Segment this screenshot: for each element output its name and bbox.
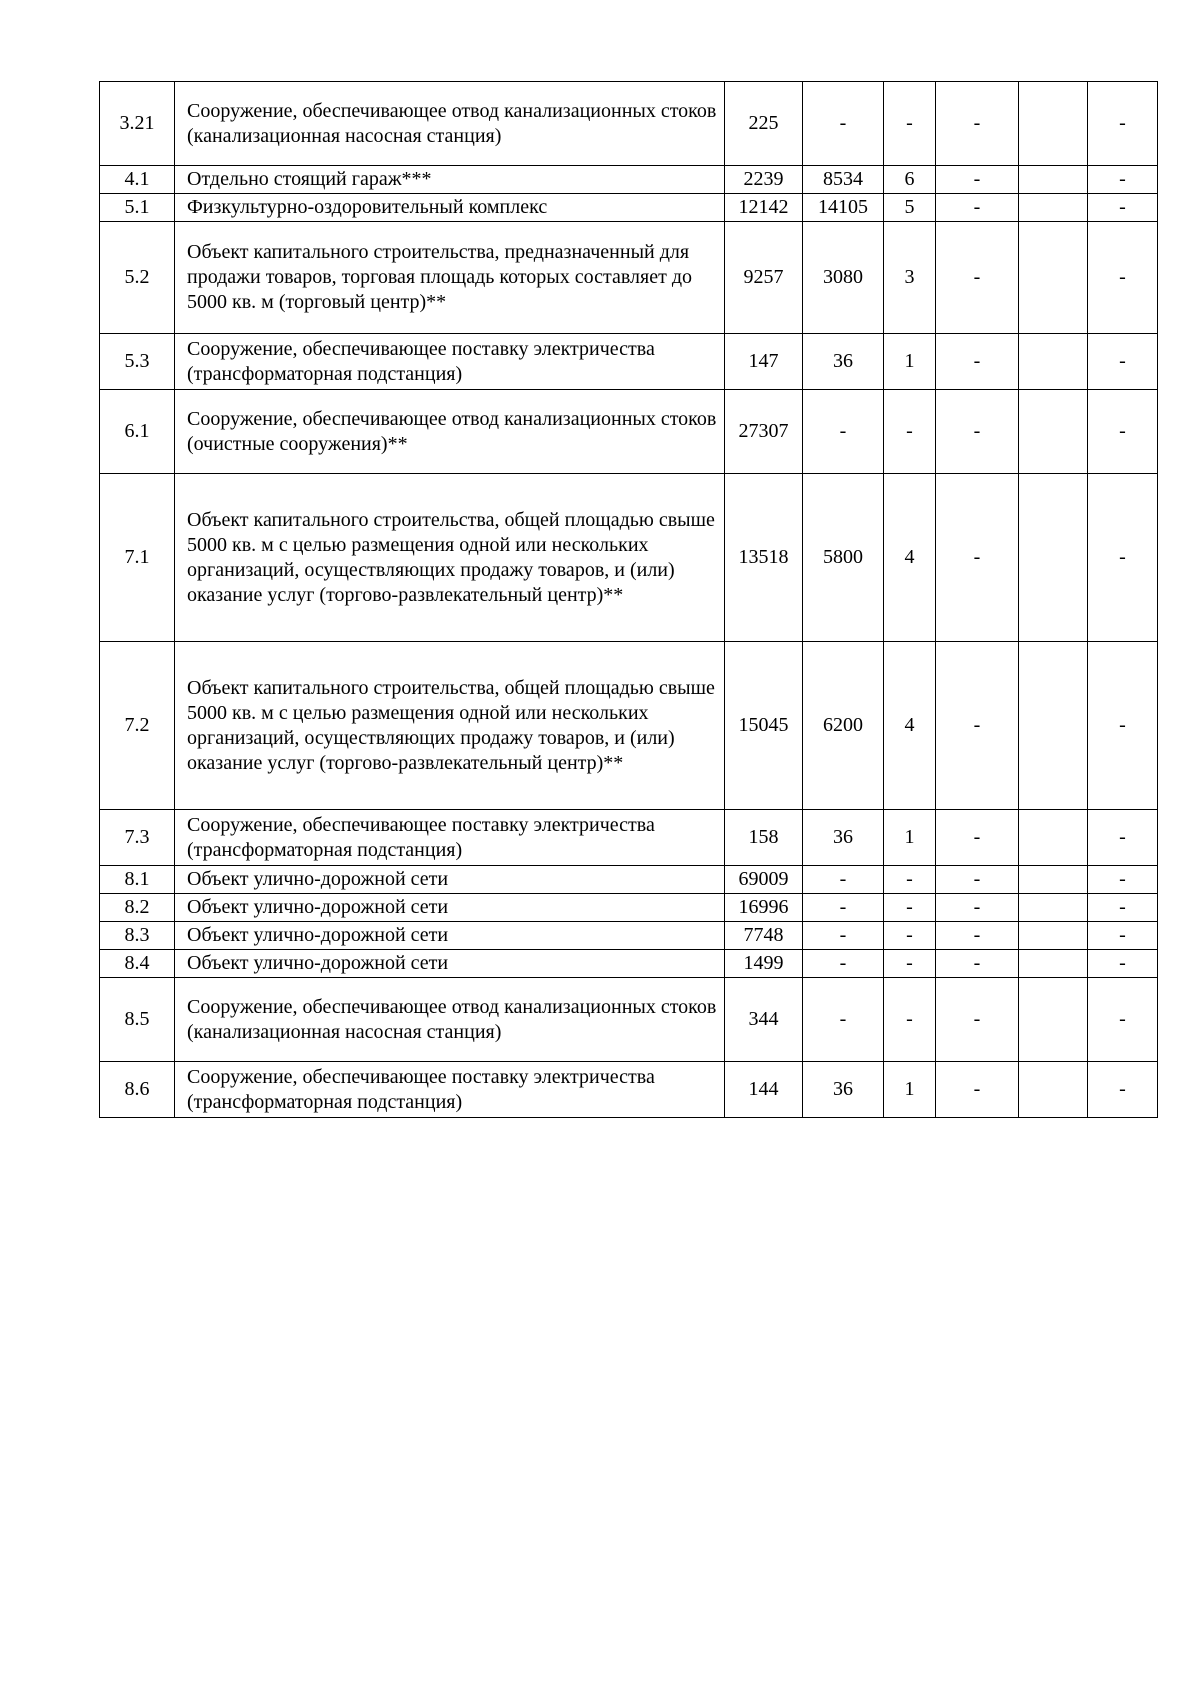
table-row (100, 950, 1158, 978)
value-cell-3: - (884, 922, 936, 950)
value-cell-4: - (936, 334, 1019, 390)
row-number: 5.2 (100, 222, 175, 334)
row-number: 8.3 (100, 922, 175, 950)
value-cell-6: - (1088, 642, 1158, 810)
value-cell-6: - (1088, 222, 1158, 334)
value-cell-1: 15045 (725, 642, 803, 810)
value-cell-2: 3080 (803, 222, 884, 334)
value-cell-4: - (936, 642, 1019, 810)
value-cell-6: - (1088, 82, 1158, 166)
value-cell-5 (1019, 222, 1088, 334)
table-row (100, 194, 1158, 222)
value-cell-2: 5800 (803, 474, 884, 642)
value-cell-6: - (1088, 194, 1158, 222)
value-cell-6: - (1088, 810, 1158, 866)
value-cell-3: - (884, 894, 936, 922)
table-row (100, 166, 1158, 194)
value-cell-5 (1019, 474, 1088, 642)
value-cell-2: 36 (803, 334, 884, 390)
table-row (100, 866, 1158, 894)
object-name: Сооружение, обеспечивающее отвод канализационных стоков (канализационная насосная станция) (175, 82, 725, 166)
value-cell-3: - (884, 978, 936, 1062)
value-cell-3: 1 (884, 1062, 936, 1118)
value-cell-5 (1019, 810, 1088, 866)
value-cell-2: - (803, 894, 884, 922)
value-cell-6: - (1088, 950, 1158, 978)
value-cell-3: - (884, 950, 936, 978)
row-number: 5.1 (100, 194, 175, 222)
value-cell-4: - (936, 894, 1019, 922)
object-name: Сооружение, обеспечивающее поставку электричества (трансформаторная подстанция) (175, 810, 725, 866)
table-row (100, 978, 1158, 1062)
value-cell-6: - (1088, 334, 1158, 390)
row-number: 7.2 (100, 642, 175, 810)
value-cell-1: 16996 (725, 894, 803, 922)
row-number: 6.1 (100, 390, 175, 474)
value-cell-3: - (884, 390, 936, 474)
value-cell-4: - (936, 82, 1019, 166)
value-cell-2: - (803, 922, 884, 950)
value-cell-3: 1 (884, 334, 936, 390)
value-cell-2: 14105 (803, 194, 884, 222)
value-cell-5 (1019, 82, 1088, 166)
value-cell-2: - (803, 978, 884, 1062)
table-row (100, 390, 1158, 474)
value-cell-1: 13518 (725, 474, 803, 642)
value-cell-6: - (1088, 894, 1158, 922)
value-cell-1: 9257 (725, 222, 803, 334)
value-cell-6: - (1088, 978, 1158, 1062)
table-row (100, 474, 1158, 642)
value-cell-5 (1019, 866, 1088, 894)
value-cell-3: - (884, 866, 936, 894)
value-cell-1: 1499 (725, 950, 803, 978)
row-number: 3.21 (100, 82, 175, 166)
value-cell-5 (1019, 1062, 1088, 1118)
object-name: Отдельно стоящий гараж*** (175, 166, 725, 194)
value-cell-3: 4 (884, 474, 936, 642)
value-cell-2: 8534 (803, 166, 884, 194)
table-row (100, 810, 1158, 866)
row-number: 5.3 (100, 334, 175, 390)
value-cell-4: - (936, 1062, 1019, 1118)
value-cell-5 (1019, 894, 1088, 922)
value-cell-4: - (936, 978, 1019, 1062)
value-cell-6: - (1088, 1062, 1158, 1118)
value-cell-4: - (936, 810, 1019, 866)
value-cell-5 (1019, 334, 1088, 390)
objects-table (99, 81, 1158, 1118)
value-cell-5 (1019, 166, 1088, 194)
table-row (100, 222, 1158, 334)
value-cell-4: - (936, 950, 1019, 978)
table-row (100, 1062, 1158, 1118)
value-cell-1: 225 (725, 82, 803, 166)
table-row (100, 642, 1158, 810)
value-cell-3: 4 (884, 642, 936, 810)
value-cell-5 (1019, 194, 1088, 222)
table-row (100, 334, 1158, 390)
value-cell-5 (1019, 390, 1088, 474)
row-number: 7.1 (100, 474, 175, 642)
value-cell-4: - (936, 474, 1019, 642)
row-number: 8.2 (100, 894, 175, 922)
object-name: Сооружение, обеспечивающее поставку электричества (трансформаторная подстанция) (175, 334, 725, 390)
value-cell-2: 36 (803, 810, 884, 866)
value-cell-6: - (1088, 166, 1158, 194)
value-cell-1: 158 (725, 810, 803, 866)
value-cell-3: 3 (884, 222, 936, 334)
value-cell-5 (1019, 978, 1088, 1062)
object-name: Объект капитального строительства, общей площадью свыше 5000 кв. м с целью размещения одной или нескольких организаций, осуществляющих продажу товаров, и (или) оказание услуг (торгово-развлекательный центр)** (175, 474, 725, 642)
table-row (100, 82, 1158, 166)
value-cell-3: 5 (884, 194, 936, 222)
value-cell-4: - (936, 866, 1019, 894)
value-cell-6: - (1088, 866, 1158, 894)
object-name: Объект улично-дорожной сети (175, 894, 725, 922)
value-cell-1: 344 (725, 978, 803, 1062)
value-cell-1: 144 (725, 1062, 803, 1118)
object-name: Сооружение, обеспечивающее отвод канализационных стоков (канализационная насосная станция) (175, 978, 725, 1062)
objects-table-body (100, 82, 1158, 1118)
value-cell-2: - (803, 950, 884, 978)
table-row (100, 922, 1158, 950)
value-cell-2: - (803, 390, 884, 474)
row-number: 4.1 (100, 166, 175, 194)
value-cell-1: 147 (725, 334, 803, 390)
value-cell-1: 2239 (725, 166, 803, 194)
object-name: Объект улично-дорожной сети (175, 922, 725, 950)
value-cell-5 (1019, 922, 1088, 950)
row-number: 8.6 (100, 1062, 175, 1118)
row-number: 8.4 (100, 950, 175, 978)
value-cell-6: - (1088, 390, 1158, 474)
object-name: Физкультурно-оздоровительный комплекс (175, 194, 725, 222)
value-cell-1: 7748 (725, 922, 803, 950)
value-cell-1: 12142 (725, 194, 803, 222)
value-cell-4: - (936, 194, 1019, 222)
table-row (100, 894, 1158, 922)
value-cell-4: - (936, 222, 1019, 334)
object-name: Сооружение, обеспечивающее поставку электричества (трансформаторная подстанция) (175, 1062, 725, 1118)
value-cell-4: - (936, 390, 1019, 474)
object-name: Объект капитального строительства, общей площадью свыше 5000 кв. м с целью размещения одной или нескольких организаций, осуществляющих продажу товаров, и (или) оказание услуг (торгово-развлекательный центр)** (175, 642, 725, 810)
object-name: Объект капитального строительства, предназначенный для продажи товаров, торговая площадь которых составляет до 5000 кв. м (торговый центр)** (175, 222, 725, 334)
value-cell-2: 6200 (803, 642, 884, 810)
value-cell-1: 27307 (725, 390, 803, 474)
value-cell-1: 69009 (725, 866, 803, 894)
value-cell-2: - (803, 82, 884, 166)
value-cell-3: 6 (884, 166, 936, 194)
value-cell-3: 1 (884, 810, 936, 866)
object-name: Объект улично-дорожной сети (175, 950, 725, 978)
value-cell-4: - (936, 922, 1019, 950)
value-cell-6: - (1088, 474, 1158, 642)
row-number: 8.5 (100, 978, 175, 1062)
value-cell-2: 36 (803, 1062, 884, 1118)
row-number: 8.1 (100, 866, 175, 894)
object-name: Объект улично-дорожной сети (175, 866, 725, 894)
row-number: 7.3 (100, 810, 175, 866)
object-name: Сооружение, обеспечивающее отвод канализационных стоков (очистные сооружения)** (175, 390, 725, 474)
value-cell-2: - (803, 866, 884, 894)
value-cell-6: - (1088, 922, 1158, 950)
value-cell-3: - (884, 82, 936, 166)
value-cell-5 (1019, 642, 1088, 810)
value-cell-4: - (936, 166, 1019, 194)
value-cell-5 (1019, 950, 1088, 978)
